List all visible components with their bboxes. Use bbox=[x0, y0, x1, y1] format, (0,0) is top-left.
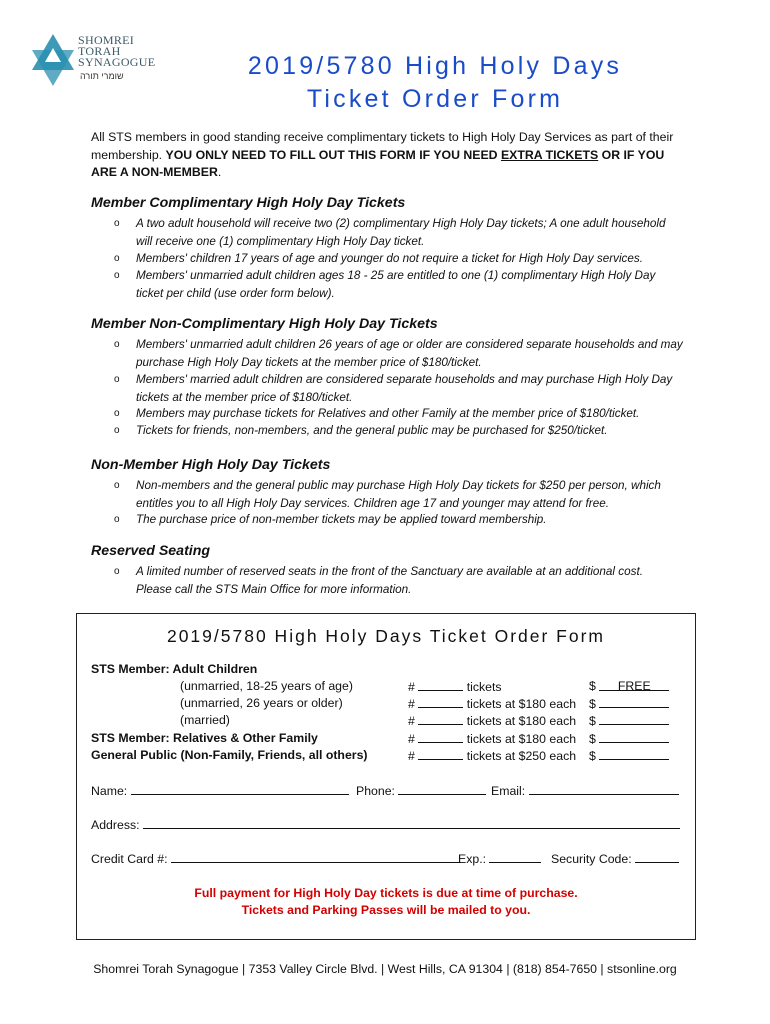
bullet-icon: o bbox=[114, 218, 120, 229]
address-label: Address: bbox=[91, 818, 140, 832]
list-item-text: The purchase price of non-member tickets may be applied toward membership. bbox=[136, 513, 547, 526]
hash-label: # bbox=[408, 697, 415, 711]
logo-line-3: SYNAGOGUE bbox=[78, 55, 156, 69]
list-item bbox=[114, 371, 684, 406]
address-line[interactable] bbox=[143, 816, 680, 829]
security-code-label: Security Code: bbox=[551, 852, 632, 866]
bullet-icon: o bbox=[114, 270, 120, 281]
section-heading: Member Complimentary High Holy Day Tickets bbox=[91, 195, 406, 211]
ticket-desc: tickets at $180 each bbox=[466, 714, 577, 728]
logo-line-1: SHOMREI bbox=[78, 33, 135, 47]
list-item-text: Members' children 17 years of age and younger do not require a ticket for High Holy Day services. bbox=[136, 252, 643, 265]
dollar-label: $ bbox=[589, 679, 596, 693]
email-line[interactable] bbox=[529, 782, 679, 795]
list-item bbox=[114, 511, 684, 529]
amount-field[interactable] bbox=[589, 712, 669, 730]
ticket-desc: tickets bbox=[466, 680, 502, 694]
intro-end: . bbox=[217, 165, 222, 179]
credit-card-label: Credit Card #: bbox=[91, 852, 168, 866]
bullet-icon: o bbox=[114, 514, 120, 525]
list-item-text: Members may purchase tickets for Relatives and other Family at the member price of $180/ticket. bbox=[136, 407, 640, 420]
quantity-line[interactable] bbox=[418, 678, 463, 691]
security-code-field[interactable] bbox=[551, 850, 679, 868]
bullet-icon: o bbox=[114, 480, 120, 491]
intro-text: All STS members in good standing receive complimentary tickets to High Holy Day Services as part of their membership. bbox=[91, 130, 674, 162]
row-label: (married) bbox=[180, 713, 230, 727]
address-field[interactable] bbox=[91, 816, 680, 834]
title-line-2: Ticket Order Form bbox=[306, 85, 564, 113]
list-item-text: Members' unmarried adult children 26 years of age or older are considered separate households and may purchase High Holy Day tickets at the member price of $180/ticket. bbox=[136, 338, 683, 369]
list-item bbox=[114, 477, 684, 512]
amount-field[interactable] bbox=[589, 678, 669, 695]
bullet-icon: o bbox=[114, 339, 120, 350]
row-label: STS Member: Relatives & Other Family bbox=[91, 731, 318, 745]
quantity-line[interactable] bbox=[418, 712, 463, 725]
quantity-line[interactable] bbox=[418, 730, 463, 743]
amount-field[interactable] bbox=[589, 730, 669, 748]
row-label: (unmarried, 18-25 years of age) bbox=[180, 679, 353, 693]
star-of-david-icon bbox=[28, 30, 78, 88]
list-item bbox=[114, 250, 684, 268]
quantity-field[interactable] bbox=[408, 695, 576, 713]
expiry-label: Exp.: bbox=[458, 852, 487, 866]
name-line[interactable] bbox=[131, 782, 349, 795]
intro-paragraph bbox=[91, 129, 691, 182]
quantity-field[interactable] bbox=[408, 678, 502, 696]
hash-label: # bbox=[408, 680, 415, 694]
amount-line[interactable] bbox=[599, 678, 669, 691]
list-item-text: A two adult household will receive two (2) complimentary High Holy Day tickets; A one adult household will receive one (1) complimentary High Holy Day ticket. bbox=[136, 217, 666, 248]
name-field[interactable] bbox=[91, 782, 349, 800]
order-form-title: 2019/5780 High Holy Days Ticket Order Form bbox=[166, 626, 606, 646]
amount-line[interactable] bbox=[599, 695, 669, 708]
security-code-line[interactable] bbox=[635, 850, 679, 863]
list-item bbox=[114, 336, 684, 371]
list-item-text: Non-members and the general public may purchase High Holy Day tickets for $250 per person, which entitles you to all High Holy Day services. Children age 17 and younger may attend for free. bbox=[136, 479, 661, 510]
amount-line[interactable] bbox=[599, 712, 669, 725]
section-heading: Reserved Seating bbox=[91, 543, 211, 559]
bullet-icon: o bbox=[114, 374, 120, 385]
amount-line[interactable] bbox=[599, 747, 669, 760]
list-item-text: Members' unmarried adult children ages 18 - 25 are entitled to one (1) complimentary High Holy Day ticket per child (use order form below). bbox=[136, 269, 656, 300]
ticket-desc: tickets at $180 each bbox=[466, 732, 577, 746]
dollar-label: $ bbox=[589, 697, 596, 711]
amount-field[interactable] bbox=[589, 695, 669, 713]
dollar-label: $ bbox=[589, 749, 596, 763]
dollar-label: $ bbox=[589, 714, 596, 728]
credit-card-line[interactable] bbox=[171, 850, 461, 863]
group-label: STS Member: Adult Children bbox=[91, 662, 258, 676]
list-item bbox=[114, 215, 684, 250]
list-item bbox=[114, 422, 684, 440]
intro-bold-1: YOU ONLY NEED TO FILL OUT THIS FORM IF YOU NEED bbox=[165, 147, 501, 162]
amount-value: FREE bbox=[617, 679, 651, 693]
logo-hebrew: שומרי תורה bbox=[80, 71, 124, 81]
email-field[interactable] bbox=[491, 782, 679, 800]
bullet-icon: o bbox=[114, 425, 120, 436]
section-heading: Member Non-Complimentary High Holy Day Tickets bbox=[91, 316, 438, 332]
logo-line-2: TORAH bbox=[78, 44, 121, 58]
list-item-text: Tickets for friends, non-members, and the general public may be purchased for $250/ticket. bbox=[136, 424, 608, 437]
quantity-line[interactable] bbox=[418, 695, 463, 708]
quantity-field[interactable] bbox=[408, 712, 576, 730]
phone-label: Phone: bbox=[356, 784, 395, 798]
phone-field[interactable] bbox=[356, 782, 486, 800]
email-label: Email: bbox=[491, 784, 526, 798]
logo-wordmark bbox=[78, 35, 155, 68]
quantity-line[interactable] bbox=[418, 747, 463, 760]
list-item-text: A limited number of reserved seats in the front of the Sanctuary are available at an additional cost. Please call the STS Main Office for more information. bbox=[136, 565, 643, 596]
hash-label: # bbox=[408, 714, 415, 728]
intro-extra-tickets: EXTRA TICKETS bbox=[500, 147, 599, 162]
page-footer: Shomrei Torah Synagogue | 7353 Valley Circle Blvd. | West Hills, CA 91304 | (818) 854-7650 | stsonline.org bbox=[93, 962, 677, 976]
ticket-desc: tickets at $250 each bbox=[466, 749, 577, 763]
quantity-field[interactable] bbox=[408, 730, 576, 748]
list-item-text: Members' married adult children are considered separate households and may purchase High Holy Day tickets at the member price of $180/ticket. bbox=[136, 373, 673, 404]
list-item bbox=[114, 563, 684, 598]
bullet-icon: o bbox=[114, 408, 120, 419]
list-item bbox=[114, 405, 684, 423]
credit-card-field[interactable] bbox=[91, 850, 461, 868]
quantity-field[interactable] bbox=[408, 747, 576, 765]
synagogue-logo bbox=[28, 30, 158, 92]
ticket-desc: tickets at $180 each bbox=[466, 697, 577, 711]
phone-line[interactable] bbox=[398, 782, 486, 795]
bullet-icon: o bbox=[114, 253, 120, 264]
title-line-1: 2019/5780 High Holy Days bbox=[247, 52, 623, 80]
name-label: Name: bbox=[91, 784, 128, 798]
row-label: General Public (Non-Family, Friends, all others) bbox=[91, 748, 368, 762]
mailing-notice: Tickets and Parking Passes will be mailed to you. bbox=[241, 903, 531, 917]
section-heading: Non-Member High Holy Day Tickets bbox=[91, 457, 331, 473]
bullet-icon: o bbox=[114, 566, 120, 577]
row-label: (unmarried, 26 years or older) bbox=[180, 696, 343, 710]
payment-notice: Full payment for High Holy Day tickets is due at time of purchase. bbox=[194, 886, 578, 900]
hash-label: # bbox=[408, 749, 415, 763]
intro-bold-2: OR IF YOU ARE A NON-MEMBER bbox=[91, 147, 665, 179]
hash-label: # bbox=[408, 732, 415, 746]
dollar-label: $ bbox=[589, 732, 596, 746]
amount-line[interactable] bbox=[599, 730, 669, 743]
amount-field[interactable] bbox=[589, 747, 669, 765]
expiry-field[interactable] bbox=[458, 850, 541, 868]
list-item bbox=[114, 267, 684, 302]
expiry-line[interactable] bbox=[489, 850, 541, 863]
page-title bbox=[200, 50, 670, 116]
